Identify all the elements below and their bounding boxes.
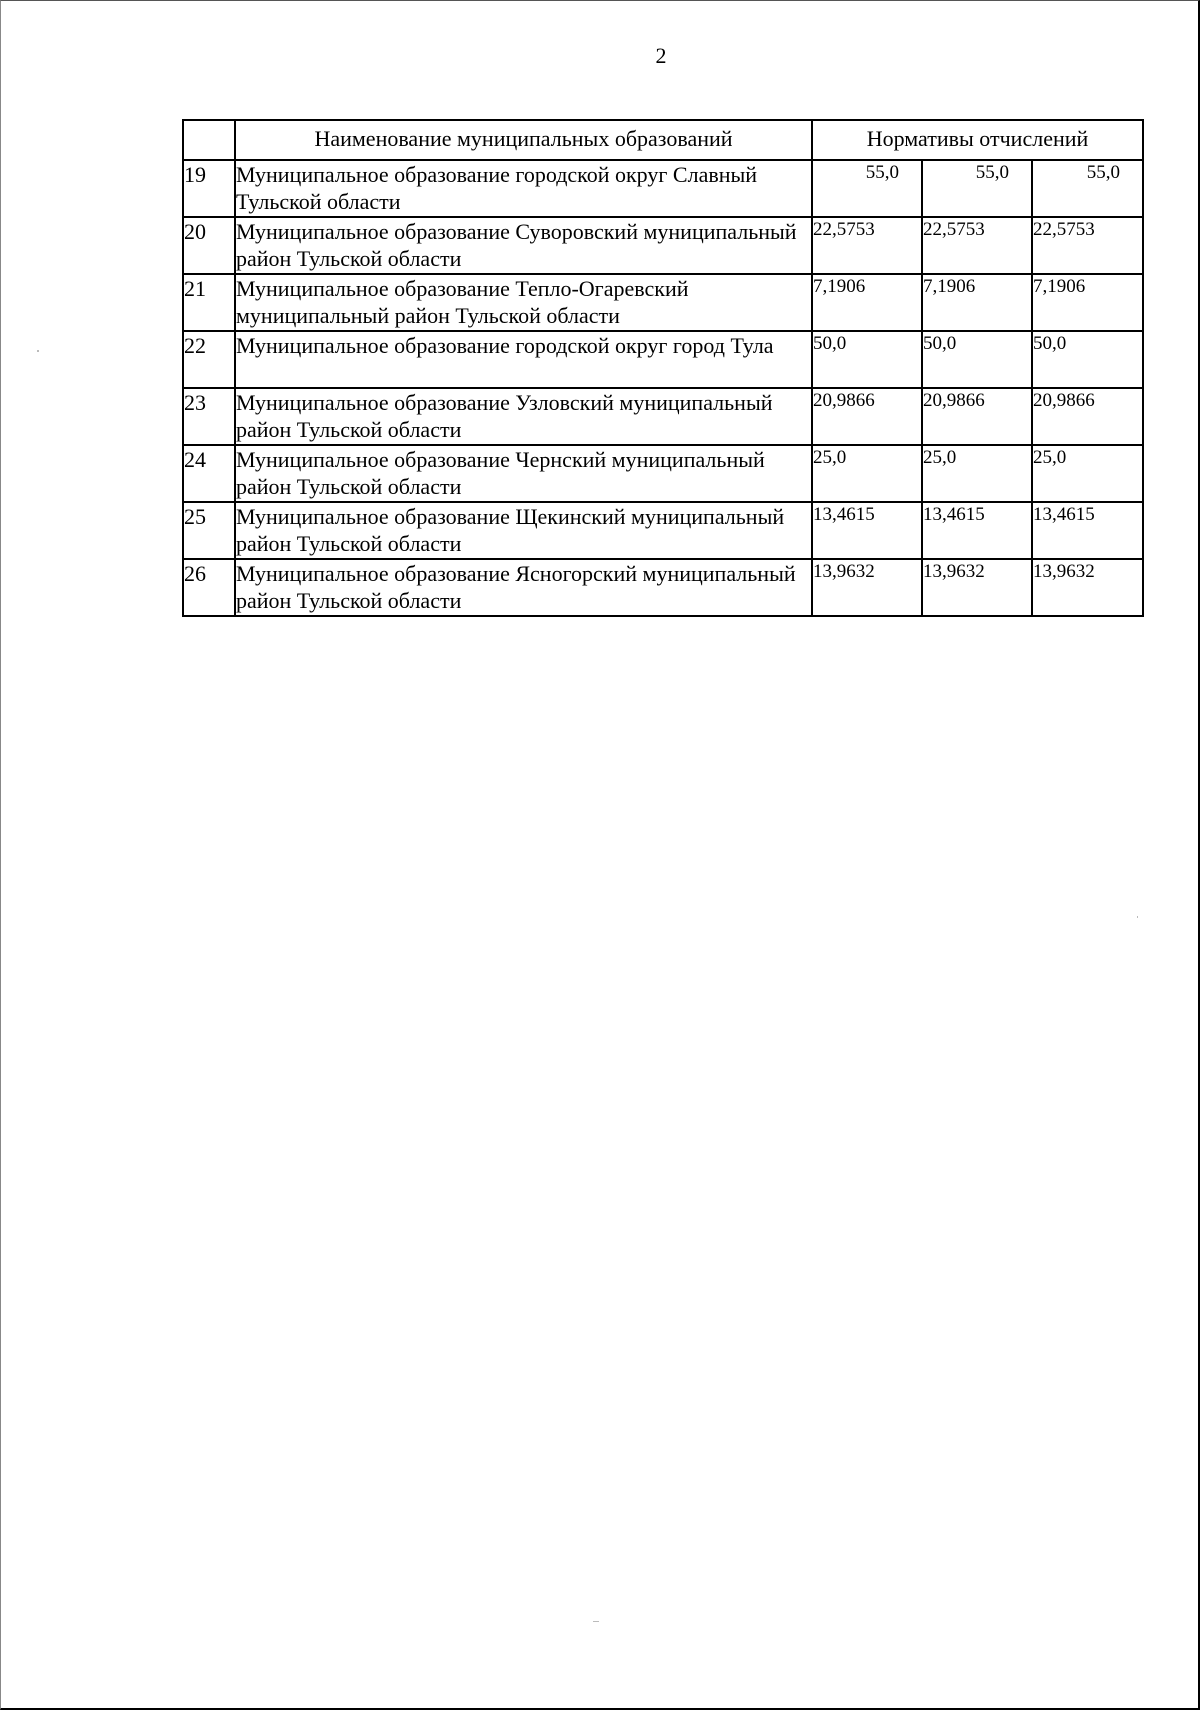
municipality-name: Муниципальное образование городской округ Славный Тульской области [235,160,812,217]
header-number [183,120,235,160]
row-number: 20 [183,217,235,274]
municipality-name: Муниципальное образование Тепло-Огаревский муниципальный район Тульской области [235,274,812,331]
norm-value: 13,4615 [1032,502,1143,559]
row-number: 23 [183,388,235,445]
row-number: 22 [183,331,235,388]
norm-value: 7,1906 [1032,274,1143,331]
norm-value: 13,9632 [812,559,922,616]
table-row [183,445,1143,502]
row-number: 19 [183,160,235,217]
page-number: 2 [655,43,667,68]
table-row [183,160,1143,217]
norm-value: 13,9632 [922,559,1032,616]
norm-value: 25,0 [812,445,922,502]
norm-value: 55,0 [812,160,922,217]
norm-value: 13,9632 [1032,559,1143,616]
table-row [183,274,1143,331]
norm-value: 22,5753 [812,217,922,274]
norm-value: 55,0 [922,160,1032,217]
row-number: 25 [183,502,235,559]
norm-value: 20,9866 [812,388,922,445]
norm-value: 20,9866 [1032,388,1143,445]
table-header-row [183,120,1143,160]
norm-value: 7,1906 [812,274,922,331]
table-row [183,388,1143,445]
norm-value: 13,4615 [922,502,1032,559]
norm-value: 22,5753 [922,217,1032,274]
norm-value: 25,0 [1032,445,1143,502]
municipality-name: Муниципальное образование Чернский муниципальный район Тульской области [235,445,812,502]
municipality-name: Муниципальное образование Ясногорский муниципальный район Тульской области [235,559,812,616]
row-number: 24 [183,445,235,502]
municipality-name: Муниципальное образование городской округ город Тула [235,331,812,388]
norm-value: 25,0 [922,445,1032,502]
norm-value: 55,0 [1032,160,1143,217]
municipality-name: Муниципальное образование Узловский муниципальный район Тульской области [235,388,812,445]
header-norms: Нормативы отчислений [812,120,1143,160]
norm-value: 50,0 [812,331,922,388]
table-row [183,331,1143,388]
norm-value: 50,0 [1032,331,1143,388]
row-number: 21 [183,274,235,331]
row-number: 26 [183,559,235,616]
table-body [183,160,1143,616]
norm-value: 13,4615 [812,502,922,559]
table-row [183,217,1143,274]
scan-speck [1137,916,1138,918]
norm-value: 50,0 [922,331,1032,388]
scan-speck [593,1621,599,1622]
norms-table [182,119,1144,617]
scan-speck [37,350,39,352]
norm-value: 22,5753 [1032,217,1143,274]
municipality-name: Муниципальное образование Щекинский муниципальный район Тульской области [235,502,812,559]
norm-value: 20,9866 [922,388,1032,445]
municipality-name: Муниципальное образование Суворовский муниципальный район Тульской области [235,217,812,274]
norm-value: 7,1906 [922,274,1032,331]
table-row [183,502,1143,559]
table-row [183,559,1143,616]
header-municipality-name: Наименование муниципальных образований [235,120,812,160]
